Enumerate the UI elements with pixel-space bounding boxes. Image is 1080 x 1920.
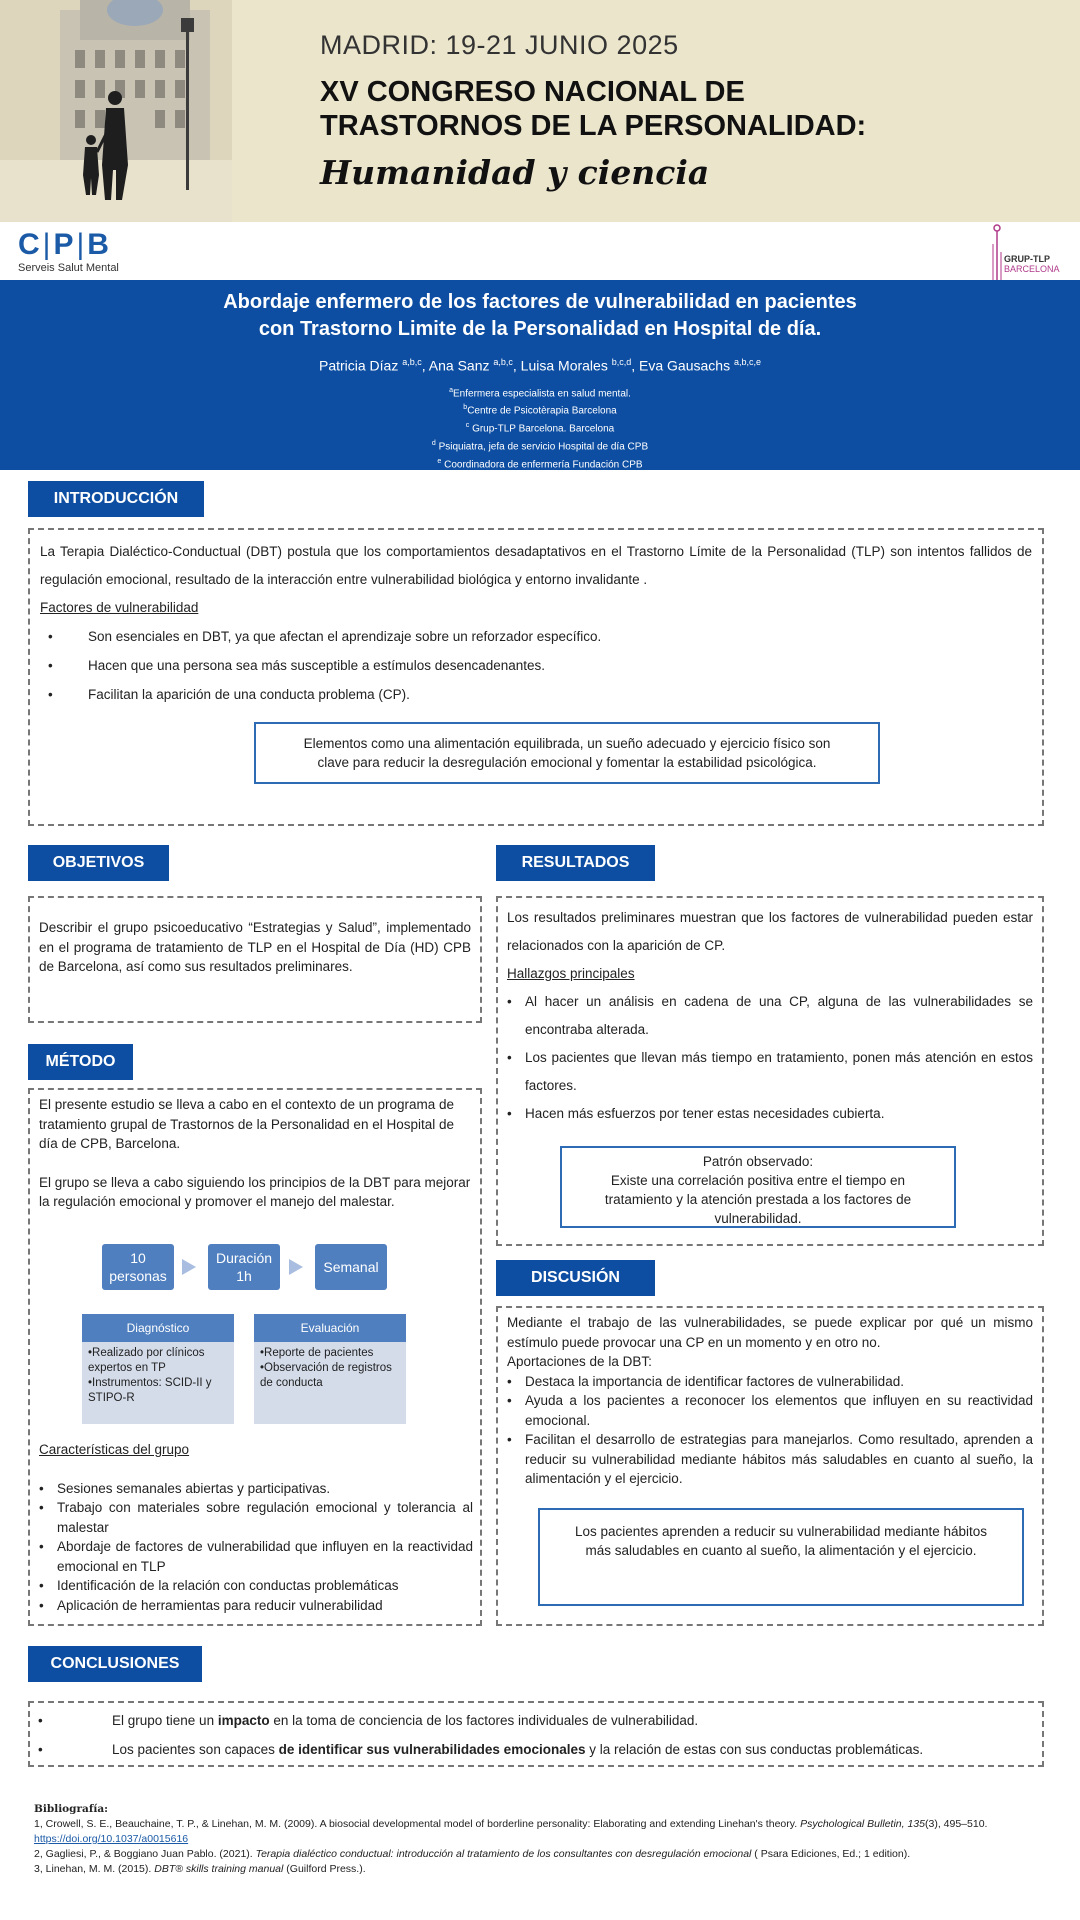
list-item: • Los pacientes que llevan más tiempo en tratamiento, ponen más atención en estos factores. [507,1050,1033,1093]
congress-date: MADRID: 19-21 JUNIO 2025 [320,30,679,60]
evaluacion-card-body [254,1342,406,1395]
discusion-paragraph: Mediante el trabajo de las vulnerabilidades, se puede explicar por qué un mismo estímulo puede provocar una CP en un momento y en otro no. [507,1315,1033,1350]
author-affiliation-marks: b,c,d [611,357,632,367]
cpb-tagline: Serveis Salut Mental [18,262,119,274]
author-affiliation-marks: a,b,c [402,357,422,367]
flow-step-frequency: Semanal [315,1244,387,1290]
discusion-subheading: Aportaciones de la DBT: [507,1354,652,1369]
grup-tlp-line1: GRUP-TLP [1004,254,1050,264]
author-name: Patricia Díaz [318,357,399,374]
cpb-letter-p: P [53,228,77,261]
congress-title-line1: XV CONGRESO NACIONAL DE [320,76,745,108]
metodo-box [28,1088,482,1626]
affiliation-item: $^b$Centre de Psicotèrapia Barcelona [463,404,617,417]
evaluacion-card-title: Evaluación [254,1314,406,1342]
resultados-callout [560,1146,956,1228]
list-item: • Sesiones semanales abiertas y participativas. [39,1480,331,1496]
author-name: Ana Sanz [428,357,490,374]
list-item: •Observación de registros de conducta [260,1362,392,1389]
poster-title-line1: Abordaje enfermero de los factores de vulnerabilidad en pacientes [223,291,857,313]
flow-step-duration: Duración 1h [208,1244,280,1290]
cpb-letter-c: C [18,228,43,261]
reference-item: 3, Linehan, M. M. (2015). DBT® skills training manual (Guilford Press.). [34,1863,366,1875]
metodo-heading: MÉTODO [28,1044,133,1080]
metodo-paragraph-1: El presente estudio se lleva a cabo en el contexto de un programa de tratamiento grupal de Trastornos de la Personalidad en el Hospital de día de CPB, Barcelona. [39,1097,455,1151]
bibliography-heading: Bibliografía: [34,1803,109,1815]
banner-illustration [0,0,232,222]
flow-arrow-icon [289,1259,303,1275]
list-item: • Ayuda a los pacientes a reconocer los elementos que influyen en su reactividad emocional. [507,1393,1033,1428]
introduccion-callout: Elementos como una alimentación equilibrada, un sueño adecuado y ejercicio físico son clave para reducir la desregulación emocional y fomentar la estabilidad psicológica. [254,722,880,784]
resultados-heading: RESULTADOS [496,845,655,881]
congress-banner [0,0,1080,222]
resultados-subheading: Hallazgos principales [507,966,635,981]
resultados-content [498,898,1042,1128]
list-item: • Facilitan la aparición de una conducta problema (CP). [48,687,410,702]
flow-step-participants: 10 personas [102,1244,174,1290]
resultados-callout-text: Existe una correlación positiva entre el tiempo en tratamiento y la atención prestada a los factores de vulnerabilidad. [604,1173,912,1226]
affiliation-item: $^a$Enfermera especialista en salud mental. [449,386,631,399]
congress-subtitle: Humanidad y ciencia [320,153,710,192]
list-item: • Hacen que una persona sea más susceptible a estímulos desencadenantes. [48,658,546,673]
cpb-logo-letters: C|P|B [18,228,112,261]
diagnostico-card [82,1314,234,1424]
reference-item: 1, Crowell, S. E., Beauchaine, T. P., & Linehan, M. M. (2009). A biosocial developmental model of borderline personality: Elaborating and extending Linehan's theory. Psychological Bulletin, 135(3), 495–510. https://doi.org/10.1037/a0015616 [34,1818,988,1845]
resultados-box [496,896,1044,1246]
metodo-characteristics [39,1440,473,1615]
affiliation-list [0,384,1080,473]
grup-tlp-emblem-icon [990,224,1004,280]
list-item: • Abordaje de factores de vulnerabilidad que influyen en la reactividad emocional en TLP [39,1539,473,1574]
metodo-content [30,1090,480,1212]
conclusiones-box [28,1701,1044,1767]
banner-text [320,30,866,192]
flow-arrow-icon [182,1259,196,1275]
diagnostico-card-title: Diagnóstico [82,1314,234,1342]
introduccion-heading: INTRODUCCIÓN [28,481,204,517]
discusion-callout: Los pacientes aprenden a reducir su vulnerabilidad mediante hábitos más saludables en cuanto al sueño, la alimentación y el ejercicio. [538,1508,1024,1606]
list-item: • Al hacer un análisis en cadena de una CP, alguna de las vulnerabilidades se encontraba alterada. [507,994,1033,1037]
grup-tlp-logo [988,224,1068,280]
poster-title [0,289,1080,343]
list-item: • Identificación de la relación con conductas problemáticas [39,1578,399,1593]
evaluacion-card [254,1314,406,1424]
introduccion-subheading: Factores de vulnerabilidad [40,600,199,615]
affiliation-item: $^c$ Grup-TLP Barcelona. Barcelona [465,422,615,435]
list-item: • Los pacientes son capaces de identificar sus vulnerabilidades emocionales y la relación de estas con sus conductas problemáticas. [38,1742,924,1757]
introduccion-box [28,528,1044,826]
list-item: • Facilitan el desarrollo de estrategias para manejarlos. Como resultado, aprenden a reducir su vulnerabilidad mediante hábitos más saludables en cuanto al sueño, la alimentación y el ejercicio. [507,1432,1033,1486]
author-affiliation-marks: a,b,c,e [733,357,761,367]
affiliation-item: $^e$ Coordinadora de enfermería Fundación CPB [437,457,643,471]
conclusiones-heading: CONCLUSIONES [28,1646,202,1682]
doi-link[interactable]: https://doi.org/10.1037/a0015616 [34,1833,189,1845]
bibliography [34,1802,1034,1877]
list-item: •Reporte de pacientes [260,1347,374,1359]
metodo-paragraph-2: El grupo se lleva a cabo siguiendo los principios de la DBT para mejorar la regulación emocional y promover el manejo del malestar. [39,1174,471,1209]
conclusiones-content [30,1703,1042,1764]
metodo-subheading: Características del grupo [39,1442,190,1457]
list-item: •Instrumentos: SCID-II y STIPO-R [88,1377,212,1404]
list-item: • Destaca la importancia de identificar factores de vulnerabilidad. [507,1373,904,1389]
objetivos-paragraph: Describir el grupo psicoeducativo “Estrategias y Salud”, implementado en el programa de tratamiento de TLP en el Hospital de Día (HD) CPB de Barcelona, así como sus resultados preliminares. [39,920,471,974]
author-affiliation-marks: a,b,c [493,357,513,367]
congress-title [320,75,866,143]
city-street-illustration-icon [0,0,232,222]
grup-tlp-text [1004,254,1060,274]
poster-title-line2: con Trastorno Limite de la Personalidad en Hospital de día. [258,318,822,340]
resultados-paragraph: Los resultados preliminares muestran que los factores de vulnerabilidad pueden estar relacionados con la aparición de CP. [507,910,1033,953]
list-item: • Hacen más esfuerzos por tener estas necesidades cubierta. [507,1106,885,1121]
congress-title-line2: TRASTORNOS DE LA PERSONALIDAD: [320,110,867,142]
list-item: • Son esenciales en DBT, ya que afectan el aprendizaje sobre un reforzador específico. [48,629,602,644]
list-item: • Aplicación de herramientas para reducir vulnerabilidad [39,1597,383,1613]
discusion-content [498,1308,1042,1489]
logo-strip [0,222,1080,280]
cpb-letter-b: B [87,228,112,261]
author-name: Luisa Morales [520,357,608,374]
resultados-callout-title: Patrón observado: [702,1154,814,1169]
introduccion-content [30,530,1042,709]
poster-title-band [0,280,1080,470]
objetivos-box [28,896,482,1023]
author-list: Patricia Díaz $^{a,b,c}$, Ana Sanz $^{a,b,c}$, Luisa Morales $^{b,c,d}$, Eva Gausachs $^{a,b,c,e}$ [318,357,761,374]
diagnostico-card-body [82,1342,234,1410]
discusion-heading: DISCUSIÓN [496,1260,655,1296]
objetivos-heading: OBJETIVOS [28,845,169,881]
list-item: •Realizado por clínicos expertos en TP [88,1347,205,1374]
cpb-logo [18,230,119,274]
affiliation-item: $^d$ Psiquiatra, jefa de servicio Hospital de día CPB [431,440,649,453]
discusion-box [496,1306,1044,1626]
list-item: • Trabajo con materiales sobre regulación emocional y tolerancia al malestar [39,1500,473,1535]
author-name: Eva Gausachs [639,357,731,374]
reference-item: 2, Gagliesi, P., & Boggiano Juan Pablo. (2021). Terapia dialéctico conductual: introducción al tratamiento de los consultantes con desregulación emocional ( Psara Ediciones, Ed.; 1 edition). [34,1848,911,1860]
grup-tlp-line2: BARCELONA [1004,264,1060,274]
introduccion-paragraph: La Terapia Dialéctico-Conductual (DBT) postula que los comportamientos desadaptativos en el Trastorno Límite de la Personalidad (TLP) son intentos fallidos de regulación emocional, resultado de la interacción entre vulnerabilidad biológica y entorno invalidante . [40,544,1032,587]
list-item: • El grupo tiene un impacto en la toma de conciencia de los factores individuales de vulnerabilidad. [38,1713,699,1728]
